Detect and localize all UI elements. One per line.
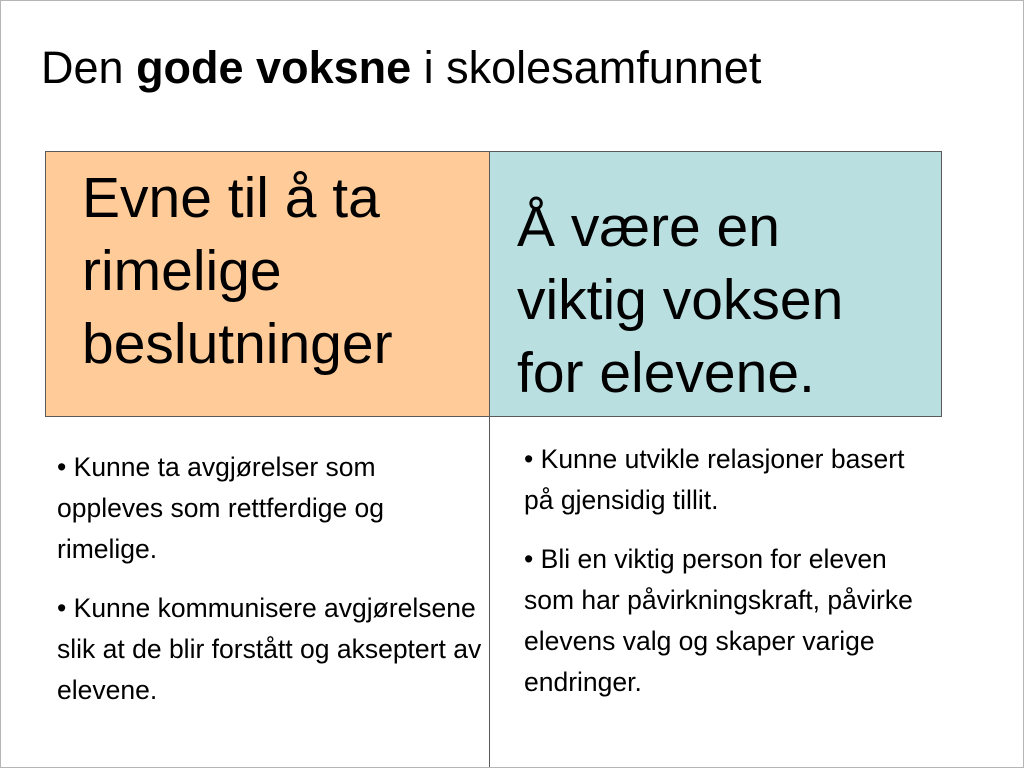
left-heading-line: beslutninger (82, 312, 393, 376)
left-bullet-item: • Kunne kommunisere avgjørelsene slik at de blir forstått og akseptert av elevene. (57, 593, 482, 705)
left-bullet-item: • Kunne ta avgjørelser som oppleves som rettferdige og rimelige. (57, 452, 385, 564)
right-bullet-item: • Kunne utvikle relasjoner basert på gjensidig tillit. (524, 444, 905, 515)
title-part-2: i skolesamfunnet (411, 42, 762, 93)
right-bullet-item: • Bli en viktig person for eleven som har påvirkningskraft, påvirke elevens valg og skaper varige endringer. (524, 544, 913, 697)
left-bullet-list (57, 447, 485, 729)
left-heading (82, 162, 393, 381)
title-bold: gode voksne (136, 42, 412, 93)
right-heading-box (489, 151, 942, 417)
right-heading-line: Å være en (517, 195, 780, 259)
slide-title (41, 39, 761, 97)
column-divider (489, 417, 490, 768)
left-heading-box (45, 151, 490, 417)
right-heading (517, 191, 843, 410)
right-bullet-list (524, 439, 924, 721)
title-part-1: Den (41, 42, 137, 93)
left-heading-line: Evne til å ta (82, 166, 380, 230)
left-heading-line: rimelige (82, 239, 282, 303)
right-heading-line: for elevene. (517, 341, 815, 405)
right-heading-line: viktig voksen (517, 268, 844, 332)
